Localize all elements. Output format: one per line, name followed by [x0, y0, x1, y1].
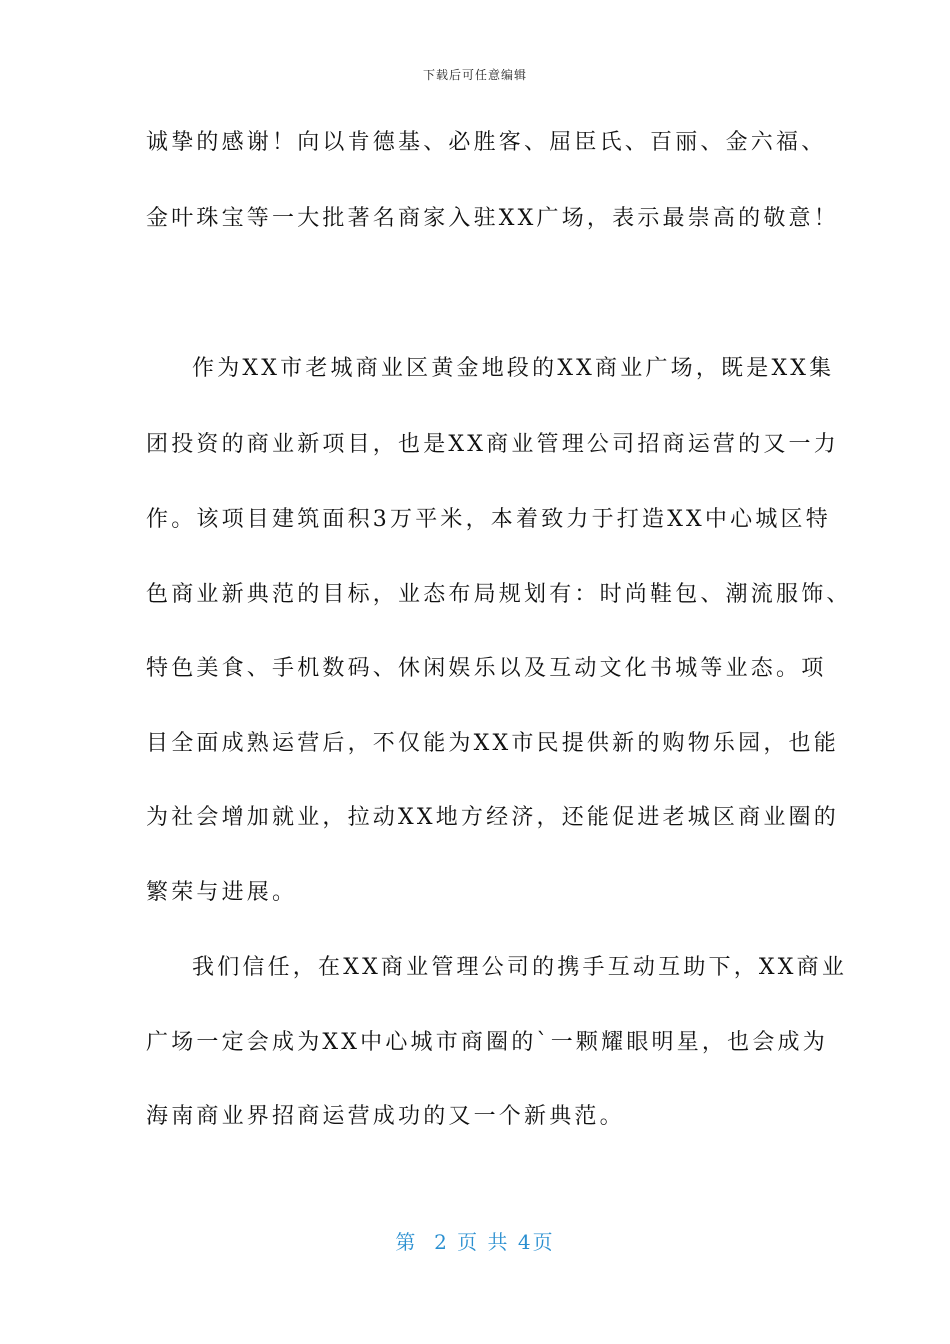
paragraph-2-line-5: 特色美食、手机数码、休闲娱乐以及互动文化书城等业态。项 [146, 656, 827, 681]
paragraph-2-line-4: 色商业新典范的目标，业态布局规划有：时尚鞋包、潮流服饰、 [146, 582, 852, 607]
page-number-footer: 第 2 页 共 4页 [395, 1230, 555, 1254]
paragraph-2-line-7: 为社会增加就业，拉动XX地方经济，还能促进老城区商业圈的 [146, 805, 839, 830]
paragraph-2-line-6: 目全面成熟运营后，不仅能为XX市民提供新的购物乐园，也能 [146, 731, 839, 756]
paragraph-2-line-1: 作为XX市老城商业区黄金地段的XX商业广场，既是XX集 [192, 356, 835, 381]
paragraph-2-line-8: 繁荣与进展。 [146, 880, 298, 905]
paragraph-2-line-2: 团投资的商业新项目，也是XX商业管理公司招商运营的又一力 [146, 432, 839, 457]
header-note: 下载后可任意编辑 [422, 68, 527, 82]
paragraph-3-line-2: 广场一定会成为XX中心城市商圈的`一颗耀眼明星，也会成为 [146, 1030, 828, 1055]
paragraph-1-line-1: 诚挚的感谢！向以肯德基、必胜客、屈臣氏、百丽、金六福、 [146, 130, 827, 155]
paragraph-1-line-2: 金叶珠宝等一大批著名商家入驻XX广场，表示最崇高的敬意！ [146, 206, 839, 231]
paragraph-3-line-3: 海南商业界招商运营成功的又一个新典范。 [146, 1104, 625, 1129]
paragraph-3-line-1: 我们信任，在XX商业管理公司的携手互动互助下，XX商业 [192, 955, 848, 980]
paragraph-2-line-3: 作。该项目建筑面积3万平米，本着致力于打造XX中心城区特 [146, 507, 831, 532]
